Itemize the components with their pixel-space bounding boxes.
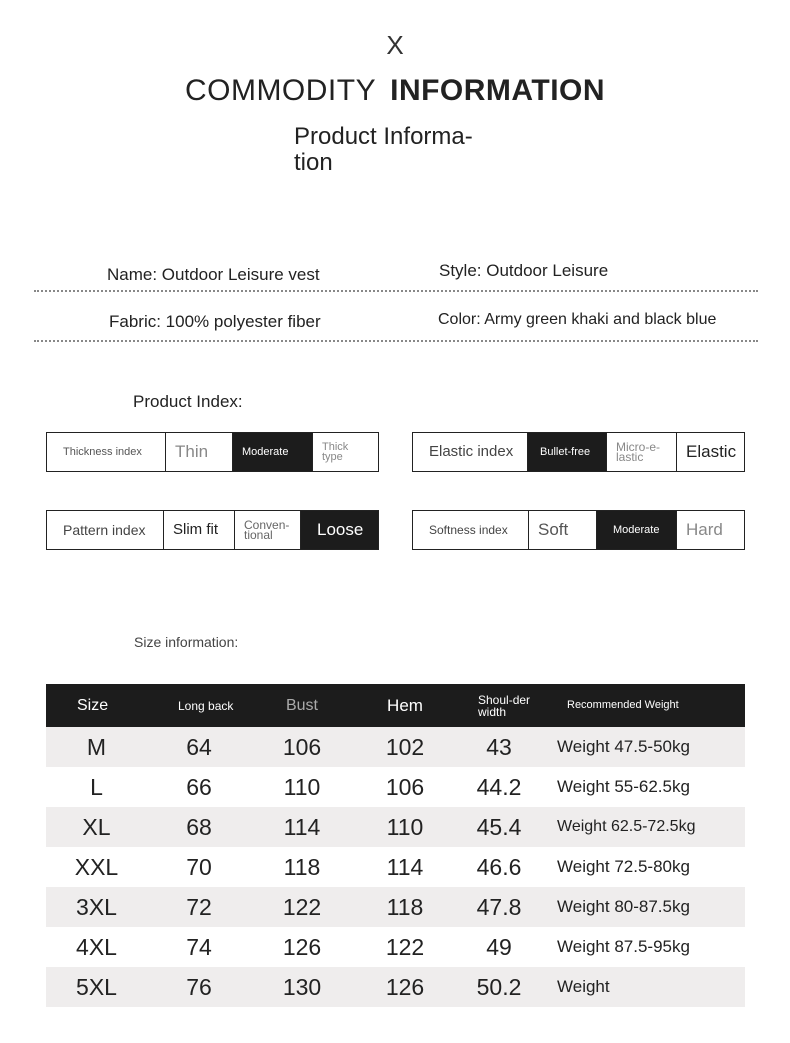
product-color: Color: Army green khaki and black blue bbox=[438, 311, 717, 328]
dotted-divider bbox=[34, 340, 758, 342]
thickness-index-label: Thickness index bbox=[63, 446, 142, 458]
elastic-option-micro-elastic: Micro-e-lastic bbox=[606, 433, 676, 471]
page-title bbox=[0, 74, 790, 108]
product-name: Name: Outdoor Leisure vest bbox=[107, 265, 320, 284]
cell-recommended-weight: Weight 87.5-95kg bbox=[557, 937, 690, 956]
title-information: INFORMATION bbox=[390, 74, 606, 107]
product-information-subtitle bbox=[294, 124, 494, 176]
cell-hem: 110 bbox=[353, 807, 457, 847]
pattern-option-conventional: Conven-tional bbox=[234, 511, 300, 549]
cell-long-back: 64 bbox=[147, 727, 251, 767]
cell-long-back: 72 bbox=[147, 887, 251, 927]
header-shoulder-width: Shoul-der width bbox=[457, 684, 541, 727]
cell-long-back: 76 bbox=[147, 967, 251, 1007]
cell-bust: 114 bbox=[251, 807, 353, 847]
cell-size: XXL bbox=[74, 853, 119, 880]
cell-size: 5XL bbox=[46, 967, 147, 1007]
cell-size: 3XL bbox=[46, 887, 147, 927]
size-table-header bbox=[46, 684, 745, 727]
thickness-index-scale bbox=[46, 432, 379, 472]
thickness-option-thin: Thin bbox=[165, 433, 232, 471]
cell-shoulder-width: 49 bbox=[486, 933, 512, 960]
header-bust: Bust bbox=[251, 684, 353, 727]
size-information-label: Size information: bbox=[134, 634, 239, 650]
cell-hem: 114 bbox=[386, 853, 424, 880]
table-row bbox=[46, 927, 745, 967]
softness-option-soft: Soft bbox=[528, 511, 596, 549]
elastic-index-scale bbox=[412, 432, 745, 472]
size-table bbox=[46, 684, 745, 1007]
pattern-option-slim-fit: Slim fit bbox=[163, 511, 234, 549]
pattern-index-label: Pattern index bbox=[63, 522, 146, 538]
header-long-back: Long back bbox=[147, 684, 251, 727]
cell-hem: 126 bbox=[353, 967, 457, 1007]
thickness-option-moderate-selected: Moderate bbox=[232, 433, 312, 471]
subtitle-line-2: tion bbox=[294, 149, 333, 176]
cell-hem: 122 bbox=[385, 933, 425, 960]
table-row bbox=[46, 727, 745, 767]
cell-bust: 130 bbox=[251, 967, 353, 1007]
cell-bust: 110 bbox=[283, 773, 321, 800]
cell-hem: 102 bbox=[353, 727, 457, 767]
cell-shoulder-width: 45.4 bbox=[457, 807, 541, 847]
cell-long-back: 68 bbox=[147, 807, 251, 847]
cell-shoulder-width: 43 bbox=[457, 727, 541, 767]
cell-recommended-weight: Weight 80-87.5kg bbox=[541, 887, 745, 927]
cell-bust: 106 bbox=[251, 727, 353, 767]
cell-recommended-weight: Weight bbox=[541, 967, 745, 1007]
product-fabric: Fabric: 100% polyester fiber bbox=[109, 312, 321, 331]
header-hem: Hem bbox=[353, 684, 457, 727]
cell-shoulder-width: 47.8 bbox=[457, 887, 541, 927]
brand-x-logo: X bbox=[386, 30, 404, 60]
table-row bbox=[46, 887, 745, 927]
cell-size: M bbox=[46, 727, 147, 767]
softness-index-scale bbox=[412, 510, 745, 550]
softness-index-label: Softness index bbox=[429, 523, 508, 537]
subtitle-line-1: Product Informa- bbox=[294, 123, 473, 150]
cell-long-back: 66 bbox=[186, 773, 212, 800]
cell-hem: 118 bbox=[353, 887, 457, 927]
table-row bbox=[46, 767, 745, 807]
title-commodity: COMMODITY bbox=[184, 74, 377, 107]
cell-size: L bbox=[90, 773, 103, 800]
cell-bust: 118 bbox=[283, 853, 321, 880]
cell-shoulder-width: 46.6 bbox=[476, 853, 522, 880]
elastic-index-label: Elastic index bbox=[429, 443, 514, 460]
cell-long-back: 70 bbox=[186, 853, 212, 880]
table-row bbox=[46, 807, 745, 847]
dotted-divider bbox=[34, 290, 758, 292]
elastic-option-elastic: Elastic bbox=[676, 433, 744, 471]
cell-recommended-weight: Weight 55-62.5kg bbox=[557, 777, 690, 796]
cell-size: 4XL bbox=[76, 933, 117, 960]
softness-option-moderate-selected: Moderate bbox=[596, 511, 676, 549]
cell-shoulder-width: 50.2 bbox=[457, 967, 541, 1007]
cell-size: XL bbox=[46, 807, 147, 847]
cell-shoulder-width: 44.2 bbox=[476, 773, 522, 800]
header-size: Size bbox=[46, 684, 147, 727]
cell-hem: 106 bbox=[385, 773, 425, 800]
pattern-index-scale bbox=[46, 510, 379, 550]
thickness-option-thick: Thick type bbox=[312, 433, 378, 471]
cell-bust: 122 bbox=[251, 887, 353, 927]
softness-option-hard: Hard bbox=[676, 511, 744, 549]
table-row bbox=[46, 847, 745, 887]
elastic-option-bullet-free-selected: Bullet-free bbox=[527, 433, 606, 471]
table-row bbox=[46, 967, 745, 1007]
cell-recommended-weight: Weight 62.5-72.5kg bbox=[541, 807, 745, 847]
pattern-option-loose-selected: Loose bbox=[300, 511, 378, 549]
cell-recommended-weight: Weight 47.5-50kg bbox=[541, 727, 745, 767]
cell-long-back: 74 bbox=[186, 933, 212, 960]
header-recommended-weight: Recommended Weight bbox=[541, 684, 745, 727]
cell-recommended-weight: Weight 72.5-80kg bbox=[557, 857, 690, 876]
cell-bust: 126 bbox=[282, 933, 322, 960]
product-index-label: Product Index: bbox=[133, 392, 243, 411]
product-style: Style: Outdoor Leisure bbox=[439, 261, 609, 280]
